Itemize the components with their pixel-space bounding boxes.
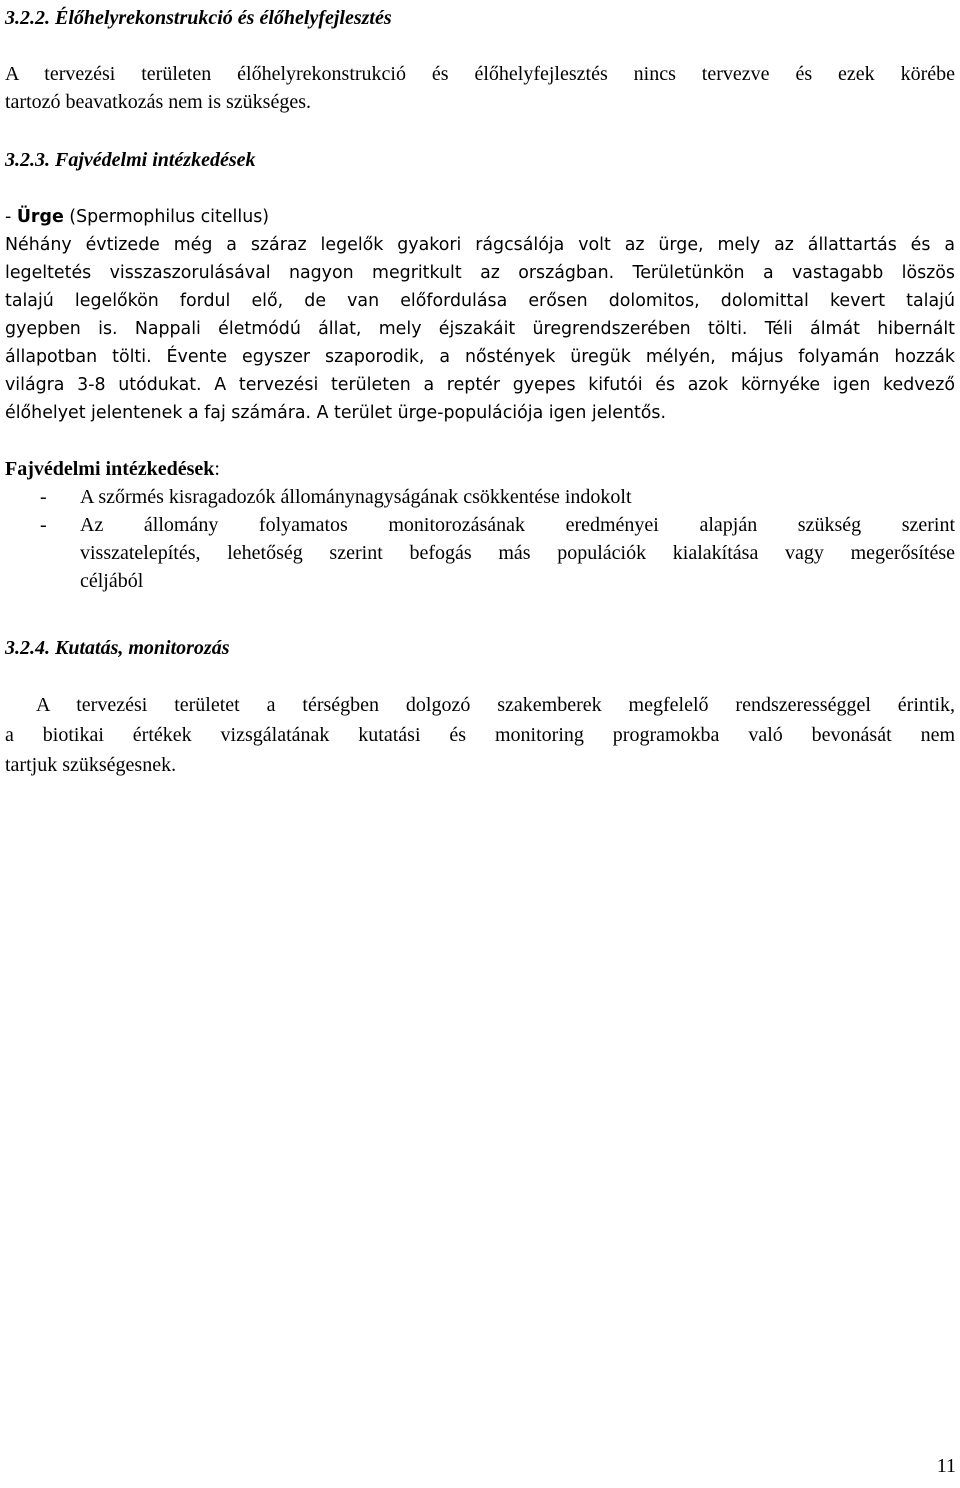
species-line bbox=[5, 205, 269, 229]
bullet-2-line-3: céljából bbox=[80, 570, 144, 592]
bullet-1-line-1: A szőrmés kisragadozók állománynagyságának csökkentése indokolt bbox=[80, 486, 632, 508]
para-322-line-1: A tervezési területen élőhelyrekonstrukció és élőhelyfejlesztés nincs tervezve és ezek körébe bbox=[5, 63, 955, 85]
species-para-line-3: talajú legelőkön fordul elő, de van előfordulása erősen dolomitos, dolomittal kevert talajú bbox=[5, 291, 955, 311]
measures-label-line bbox=[5, 457, 220, 481]
bullet-2-line-1: Az állomány folyamatos monitorozásának eredményei alapján szükség szerint bbox=[80, 514, 955, 536]
heading-324: 3.2.4. Kutatás, monitorozás bbox=[5, 637, 230, 659]
species-para-line-2: legeltetés visszaszorulásával nagyon megritkult az országban. Területünkön a vastagabb löszös bbox=[5, 263, 955, 283]
heading-322: 3.2.2. Élőhelyrekonstrukció és élőhelyfejlesztés bbox=[5, 7, 392, 29]
species-para-line-1: Néhány évtizede még a száraz legelők gyakori rágcsálója volt az ürge, mely az állattartás és a bbox=[5, 235, 955, 255]
para-324-line-3: tartjuk szükségesnek. bbox=[5, 754, 177, 776]
bullet-2-line-2: visszatelepítés, lehetőség szerint befogás más populációk kialakítása vagy megerősítése bbox=[80, 542, 955, 564]
bullet-1-dash: - bbox=[40, 486, 47, 508]
para-324-line-2: a biotikai értékek vizsgálatának kutatási és monitoring programokba való bevonását nem bbox=[5, 724, 955, 746]
species-name: Ürge bbox=[16, 207, 64, 227]
para-324-line-1: A tervezési területet a térségben dolgozó szakemberek megfelelő rendszerességgel érintik, bbox=[36, 694, 955, 716]
heading-323: 3.2.3. Fajvédelmi intézkedések bbox=[5, 149, 256, 171]
para-322-line-2: tartozó beavatkozás nem is szükséges. bbox=[5, 91, 312, 113]
page-number: 11 bbox=[936, 1455, 956, 1477]
species-latin: (Spermophilus citellus) bbox=[63, 207, 270, 227]
species-para-line-4: gyepben is. Nappali életmódú állat, mely éjszakáit üregrendszerében tölti. Téli álmát hibernált bbox=[5, 319, 955, 339]
measures-label: Fajvédelmi intézkedések bbox=[5, 458, 215, 480]
species-prefix: - bbox=[5, 207, 17, 227]
species-para-line-7: élőhelyet jelentenek a faj számára. A terület ürge-populációja igen jelentős. bbox=[5, 403, 667, 423]
measures-colon: : bbox=[214, 458, 220, 480]
species-para-line-6: világra 3-8 utódukat. A tervezési területen a reptér gyepes kifutói és azok környéke igen kedvező bbox=[5, 375, 955, 395]
species-para-line-5: állapotban tölti. Évente egyszer szaporodik, a nőstények üregük mélyén, május folyamán hozzák bbox=[5, 347, 955, 367]
bullet-2-dash: - bbox=[40, 514, 47, 536]
